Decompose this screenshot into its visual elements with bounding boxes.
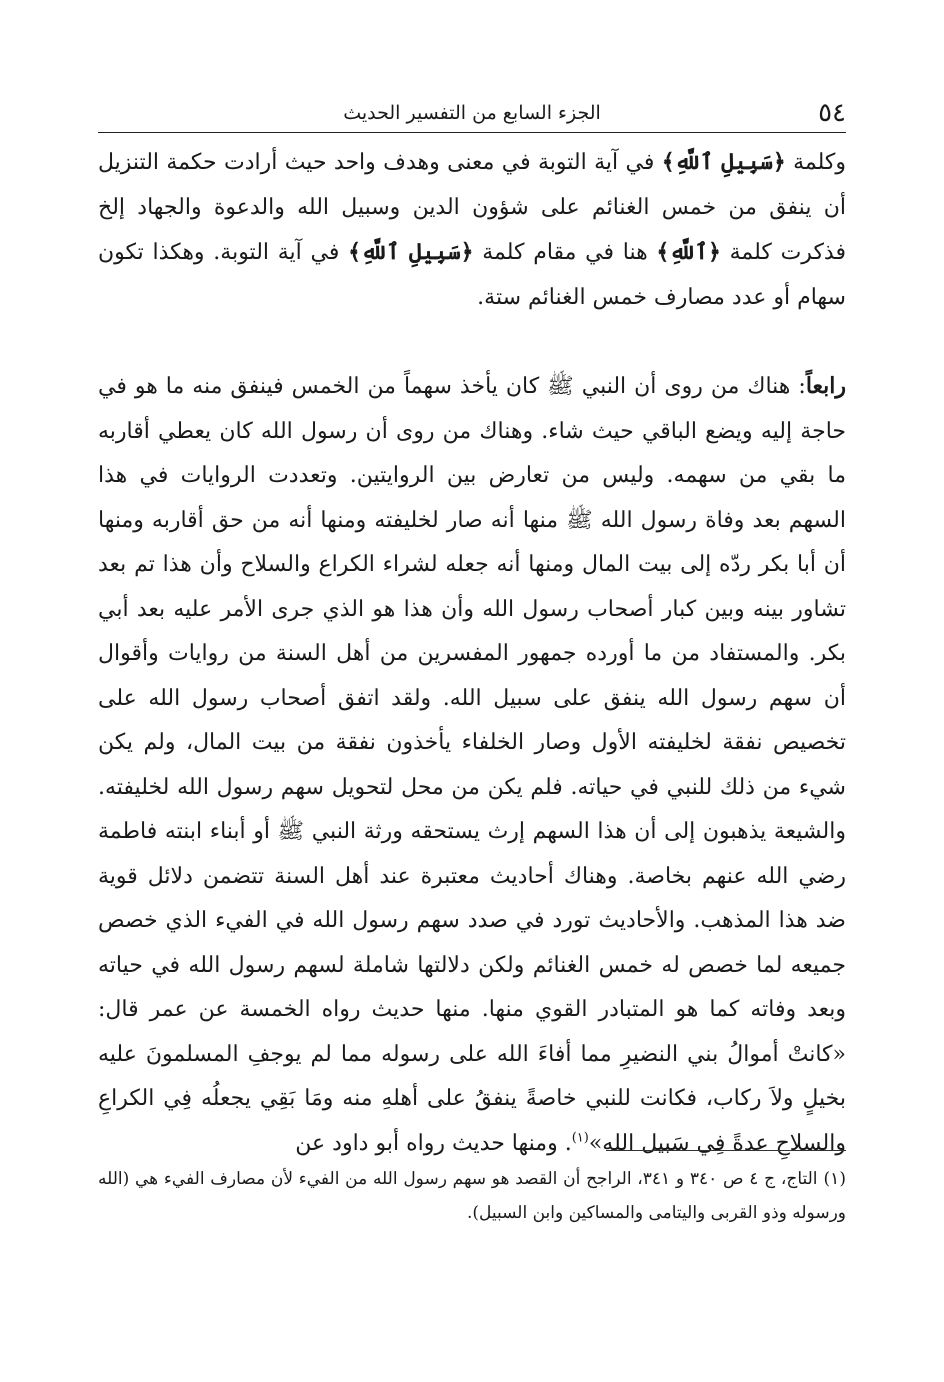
footnote (98, 1162, 846, 1230)
page-number: ٥٤ (818, 98, 846, 128)
text-segment: وكلمة (785, 150, 846, 175)
paragraph-1 (98, 140, 846, 320)
text-segment: هنا في مقام كلمة (473, 240, 657, 265)
footnote-text: التاج، ج ٤ ص ٣٤٠ و ٣٤١، الراجح أن القصد هو سهم رسول الله من الفيء لأن مصارف الفيء هي (الله ورسوله وذو القربى واليتامى والمساكين وابن السبيل). (98, 1169, 846, 1223)
text-segment: : هناك من روى أن النبي ﷺ كان يأخذ سهماً من الخمس فينفق منه ما هو في حاجة إليه ويضع الباقي حيث شاء. وهناك من روى أن رسول الله كان يعطي أقاربه ما بقي من سهمه. وليس من تعارض بين الروايتين. وتعددت الروايات في هذا السهم بعد وفاة رسول الله ﷺ منها أنه صار لخليفته ومنها أنه من حق أقاربه ومنها أن أبا بكر ردّه إلى بيت المال ومنها أنه جعله لشراء الكراع والسلاح وأن هذا تم بعد تشاور بينه وبين كبار أصحاب رسول الله وأن هذا هو الذي جرى الأمر عليه بعد أبي بكر. والمستفاد من ما أورده جمهور المفسرين من أهل السنة من روايات وأقوال أن سهم رسول الله ينفق على سبيل الله. ولقد اتفق أصحاب رسول الله على تخصيص نفقة لخليفته الأول وصار الخلفاء يأخذون نفقة من بيت المال، ولم يكن شيء من ذلك للنبي في حياته. فلم يكن من محل لتحويل سهم رسول الله لخليفته. والشيعة يذهبون إلى أن هذا السهم إرث يستحقه ورثة النبي ﷺ أو أبناء ابنته فاطمة رضي الله عنهم بخاصة. وهناك أحاديث معتبرة عند أهل السنة تتضمن دلائل قوية ضد هذا المذهب. والأحاديث تورد في صدد سهم رسول الله في الفيء الذي خصص جميعه لما خصص له خمس الغنائم ولكن دلالتها شاملة لسهم رسول الله في حياته وبعد وفاته كما هو المتبادر القوي منها. منها حديث رواه الخمسة عن عمر قال: «كانتْ أموالُ بني النضيرِ مما أفاءَ الله على رسوله مما لم يوجفِ المسلمونَ عليه بخيلٍ ولاَ ركاب، فكانت للنبي خاصةً ينفقُ على أهلهِ منه ومَا بَقِي يجعلُه فِي الكراعِ والسلاحِ عدةً فِي سَبيل الله» (98, 374, 846, 1156)
quran-phrase: ﴿ٱللَّهِ﴾ (656, 239, 721, 265)
footnote-reference: (١) (571, 1130, 589, 1146)
quran-phrase: ﴿سَبِيلِ ٱللَّهِ﴾ (661, 149, 786, 175)
text-segment: . ومنها حديث رواه أبو داود عن (295, 1130, 572, 1156)
page-header (98, 96, 846, 133)
quran-phrase: ﴿سَبِيلِ ٱللَّهِ﴾ (348, 239, 474, 265)
running-title: الجزء السابع من التفسير الحديث (343, 102, 601, 124)
footnote-divider (606, 1150, 846, 1151)
paragraph-2 (98, 364, 846, 1166)
footnote-number: (١) (823, 1169, 846, 1189)
footnotes (98, 1162, 846, 1230)
text-segment: في آية التوبة. وهكذا تكون سهام أو عدد مصارف خمس الغنائم ستة. (98, 240, 846, 310)
section-lead: رابعاً (805, 373, 846, 399)
main-text (98, 140, 846, 1166)
text-segment: في آية التوبة في معنى وهدف واحد حيث أرادت حكمة التنزيل أن ينفق من خمس الغنائم على شؤون الدين وسبيل الله والدعوة والجهاد إلخ فذكرت كلمة (98, 150, 846, 265)
